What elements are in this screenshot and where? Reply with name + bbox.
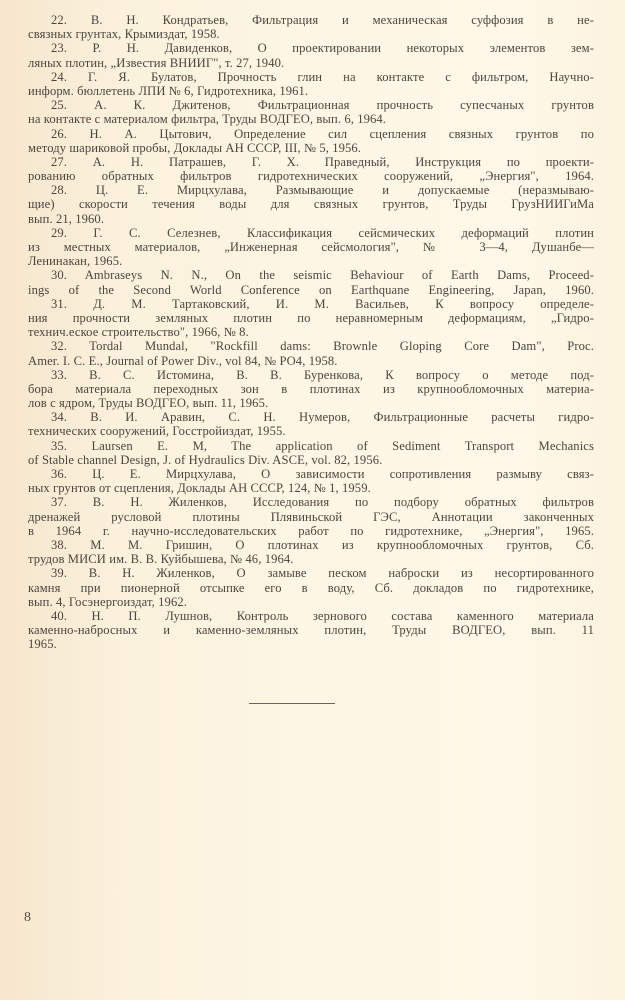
reference-line: на контакте с материалом фильтра, Труды ВОДГЕО, вып. 6, 1964. xyxy=(28,112,387,127)
reference-line: 22. В. Н. Кондратьев, Фильтрация и механическая суффозия в не- xyxy=(51,13,594,27)
reference-item-35 xyxy=(28,439,594,467)
reference-line: 23. Р. Н. Давиденков, О проектировании некоторых элементов зем- xyxy=(51,41,594,56)
reference-item-22 xyxy=(28,13,594,41)
reference-line: ляных плотин, „Известия ВНИИГ", т. 27, 1940. xyxy=(28,55,285,70)
reference-item-23 xyxy=(28,41,594,69)
reference-line: 35. Laursen E. M, The application of Sediment Transport Mechanics xyxy=(51,438,594,453)
reference-line: 32. Tordal Mundal, "Rockfill dams: Brownle Gloping Core Dam", Proc. xyxy=(51,339,594,354)
section-divider xyxy=(249,703,335,704)
reference-line: 34. В. И. Аравин, С. Н. Нумеров, Фильтрационные расчеты гидро- xyxy=(51,410,594,425)
reference-line: бора материала переходных зон в плотинах из крупнообломочных материа- xyxy=(28,381,594,396)
reference-line: дренажей русловой плотины Плявиньской ГЭС, Аннотации законченных xyxy=(28,509,594,524)
reference-line: 25. А. К. Джитенов, Фильтрационная прочность супесчаных грунтов xyxy=(51,98,594,113)
reference-line: Amer. I. C. E., Journal of Power Div., vol 84, № PO4, 1958. xyxy=(28,353,338,368)
reference-list xyxy=(28,13,594,651)
reference-line: ings of the Second World Conference on Earthquane Engineering, Japan, 1960. xyxy=(28,282,594,297)
reference-line: 30. Ambraseys N. N., On the seismic Behaviour of Earth Dams, Proceed- xyxy=(51,268,594,283)
reference-item-28 xyxy=(28,183,594,226)
reference-item-29 xyxy=(28,226,594,269)
reference-line: из местных материалов, „Инженерная сейсмология", № 3—4, Душанбе— xyxy=(28,240,594,254)
reference-line: технических сооружений, Госстройиздат, 1955. xyxy=(28,424,286,439)
reference-line: 1965. xyxy=(28,637,57,652)
reference-item-39 xyxy=(28,566,594,609)
reference-line: 38. М. М. Гришин, О плотинах из крупнообломочных грунтов, Сб. xyxy=(51,537,594,552)
reference-line: в 1964 г. научно-исследовательских работ по гидротехнике, „Энергия", 1965. xyxy=(28,523,594,538)
reference-item-26 xyxy=(28,127,594,155)
reference-line: Ленинакан, 1965. xyxy=(28,254,123,269)
reference-line: ных грунтов от сцепления, Доклады АН СССР, 124, № 1, 1959. xyxy=(28,481,371,496)
reference-line: 26. Н. А. Цытович, Определение сил сцепления связных грунтов по xyxy=(51,126,594,141)
reference-line: 31. Д. М. Тартаковский, И. М. Васильев, К вопросу определе- xyxy=(51,296,594,311)
reference-item-27 xyxy=(28,155,594,183)
reference-line: 36. Ц. Е. Мирцхулава, О зависимости сопротивления размыву связ- xyxy=(51,467,594,481)
reference-item-31 xyxy=(28,297,594,340)
reference-line: связных грунтах, Крымиздат, 1958. xyxy=(28,27,220,42)
reference-line: 39. В. Н. Жиленков, О замыве песком наброски из несортированного xyxy=(51,566,594,581)
reference-line: 29. Г. С. Селезнев, Классификация сейсмических деформаций плотин xyxy=(51,225,594,240)
reference-line: методу шариковой пробы, Доклады АН СССР, III, № 5, 1956. xyxy=(28,140,362,155)
reference-line: щие) скорости течения воды для связных грунтов, Труды ГрузНИИГиМа xyxy=(28,197,594,212)
reference-line: 33. В. С. Истомина, В. В. Буренкова, К вопросу о методе под- xyxy=(51,367,594,382)
reference-line: ния прочности земляных плотин по неравномерным деформациям, „Гидро- xyxy=(28,310,594,325)
reference-line: каменно-набросных и каменно-земляных плотин, Труды ВОДГЕО, вып. 11 xyxy=(28,623,594,638)
reference-item-36 xyxy=(28,467,594,495)
reference-item-30 xyxy=(28,268,594,296)
reference-line: 40. Н. П. Лушнов, Контроль зернового состава каменного материала xyxy=(51,608,594,623)
reference-item-34 xyxy=(28,410,594,438)
reference-item-33 xyxy=(28,368,594,411)
reference-line: камня при пионерной отсыпке его в воду, Сб. докладов по гидротехнике, xyxy=(28,580,594,595)
reference-line: лов с ядром, Труды ВОДГЕО, вып. 11, 1965. xyxy=(28,396,269,411)
reference-line: технич.еское строительство", 1966, № 8. xyxy=(28,325,249,340)
reference-item-25 xyxy=(28,98,594,126)
reference-line: 27. А. Н. Патрашев, Г. Х. Праведный, Инструкция по проекти- xyxy=(51,154,594,169)
reference-line: вып. 4, Госэнергоиздат, 1962. xyxy=(28,594,187,609)
reference-line: 28. Ц. Е. Мирцхулава, Размывающие и допускаемые (неразмываю- xyxy=(51,183,594,198)
reference-item-32 xyxy=(28,339,594,367)
reference-line: 37. В. Н. Жиленков, Исследования по подбору обратных фильтров xyxy=(51,495,594,510)
reference-item-38 xyxy=(28,538,594,566)
reference-line: 24. Г. Я. Булатов, Прочность глин на контакте с фильтром, Научно- xyxy=(51,69,594,84)
reference-line: of Stable channel Design, J. of Hydraulics Div. ASCE, vol. 82, 1956. xyxy=(28,452,383,467)
reference-line: вып. 21, 1960. xyxy=(28,211,105,226)
reference-item-40 xyxy=(28,609,594,652)
page-number: 8 xyxy=(24,910,31,925)
reference-item-24 xyxy=(28,70,594,98)
reference-line: информ. бюллетень ЛПИ № 6, Гидротехника, 1961. xyxy=(28,83,309,98)
reference-line: трудов МИСИ им. В. В. Куйбышева, № 46, 1964. xyxy=(28,552,294,567)
reference-line: рованию обратных фильтров гидротехнических сооружений, „Энергия", 1964. xyxy=(28,169,594,184)
reference-item-37 xyxy=(28,495,594,538)
